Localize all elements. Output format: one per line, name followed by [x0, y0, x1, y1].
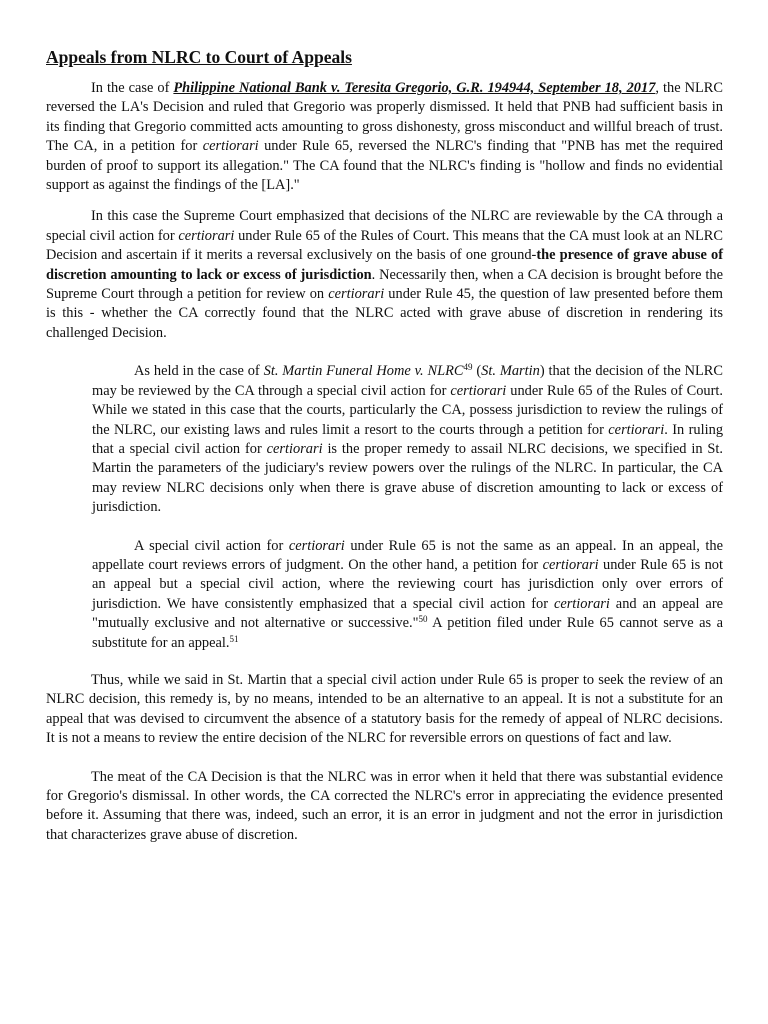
quote-paragraph-st-martin: As held in the case of St. Martin Funeral Home v. NLRC$^{49}$ (St. Martin) that the decision of the NLRC may be reviewed by the CA through a special civil action for certiorari under Rule 65 of the Rules of Court. While we stated in this case that the courts, particularly the CA, possess jurisdiction to review the rulings of the NLRC, our existing laws and rules limit a resort to the courts through a petition for certiorari. In ruling that a special civil action for certiorari is the proper remedy to assail NLRC decisions, we specified in St. Martin the parameters of the judiciary's review powers over the rulings of the NLRC. In particular, the CA may review NLRC decisions only when there is grave abuse of discretion amounting to lack or excess of jurisdiction.	[92, 362, 724, 516]
block-quote	[46, 362, 723, 653]
case-citation-link[interactable]: Philippine National Bank v. Teresita Gregorio, G.R. 194944, September 18, 2017	[173, 80, 656, 96]
paragraph-ca-decision: The meat of the CA Decision is that the NLRC was in error when it held that there was substantial evidence for Gregorio's dismissal. In other words, the CA corrected the NLRC's error in appreciating the evidence presented before it. Assuming that there was, indeed, such an error, it is an error in judgment and not the error in jurisdiction that characterizes grave abuse of discretion.	[46, 768, 723, 843]
paragraph-supreme-court: In this case the Supreme Court emphasized that decisions of the NLRC are reviewable by the CA through a special civil action for certiorari under Rule 65 of the Rules of Court. This means that the CA must look at an NLRC Decision and ascertain if it merits a reversal exclusively on the basis of one ground-the presence of grave abuse of discretion amounting to lack or excess of jurisdiction. Necessarily then, when a CA decision is brought before the Supreme Court through a petition for review on certiorari under Rule 45, the question of law presented before them is this - whether the CA correctly found that the NLRC acted with grave abuse of discretion in rendering its challenged Decision.	[46, 208, 723, 341]
paragraph-pnb-case: In the case of Philippine National Bank v. Teresita Gregorio, G.R. 194944, September 18, 2017, the NLRC reversed the LA's Decision and ruled that Gregorio was properly dismissed. It held that PNB had sufficient basis in its finding that Gregorio committed acts amounting to gross dishonesty, gross misconduct and willful breach of trust. The CA, in a petition for certiorari under Rule 65, reversed the NLRC's finding that "PNB has met the required burden of proof to support its allegation." The CA found that the NLRC's finding is "hollow and finds no evidential support as against the findings of the [LA]."	[46, 80, 724, 194]
footnote-ref: 50	[418, 614, 428, 625]
footnote-ref: 51	[229, 633, 239, 644]
emphasis-grave-abuse: the presence of grave abuse of discretion amounting to lack or excess of jurisdiction	[46, 247, 723, 283]
paragraph-st-martin-summary: Thus, while we said in St. Martin that a special civil action under Rule 65 is proper to seek the review of an NLRC decision, this remedy is, by no means, intended to be an alternative to an appeal. It is not a substitute for an appeal that was devised to circumvent the absence of a statutory basis for the remedy of appeal of NLRC decisions. It is not a means to review the entire decision of the NLRC for reversible errors on questions of fact and law.	[46, 671, 723, 747]
quote-paragraph-certiorari: A special civil action for certiorari under Rule 65 is not the same as an appeal. In an appeal, the appellate court reviews errors of judgment. On the other hand, a petition for certiorari under Rule 65 is not an appeal but a special civil action, where the reviewing court has jurisdiction only over errors of jurisdiction. We have consistently emphasized that a special civil action for certiorari and an appeal are "mutually exclusive and not alternative or successive."$^{50}$ A petition filed under Rule 65 cannot serve as a substitute for an appeal.$^{51}$	[92, 537, 724, 651]
page-title: Appeals from NLRC to Court of Appeals	[46, 47, 352, 67]
footnote-ref: 49	[463, 362, 473, 373]
